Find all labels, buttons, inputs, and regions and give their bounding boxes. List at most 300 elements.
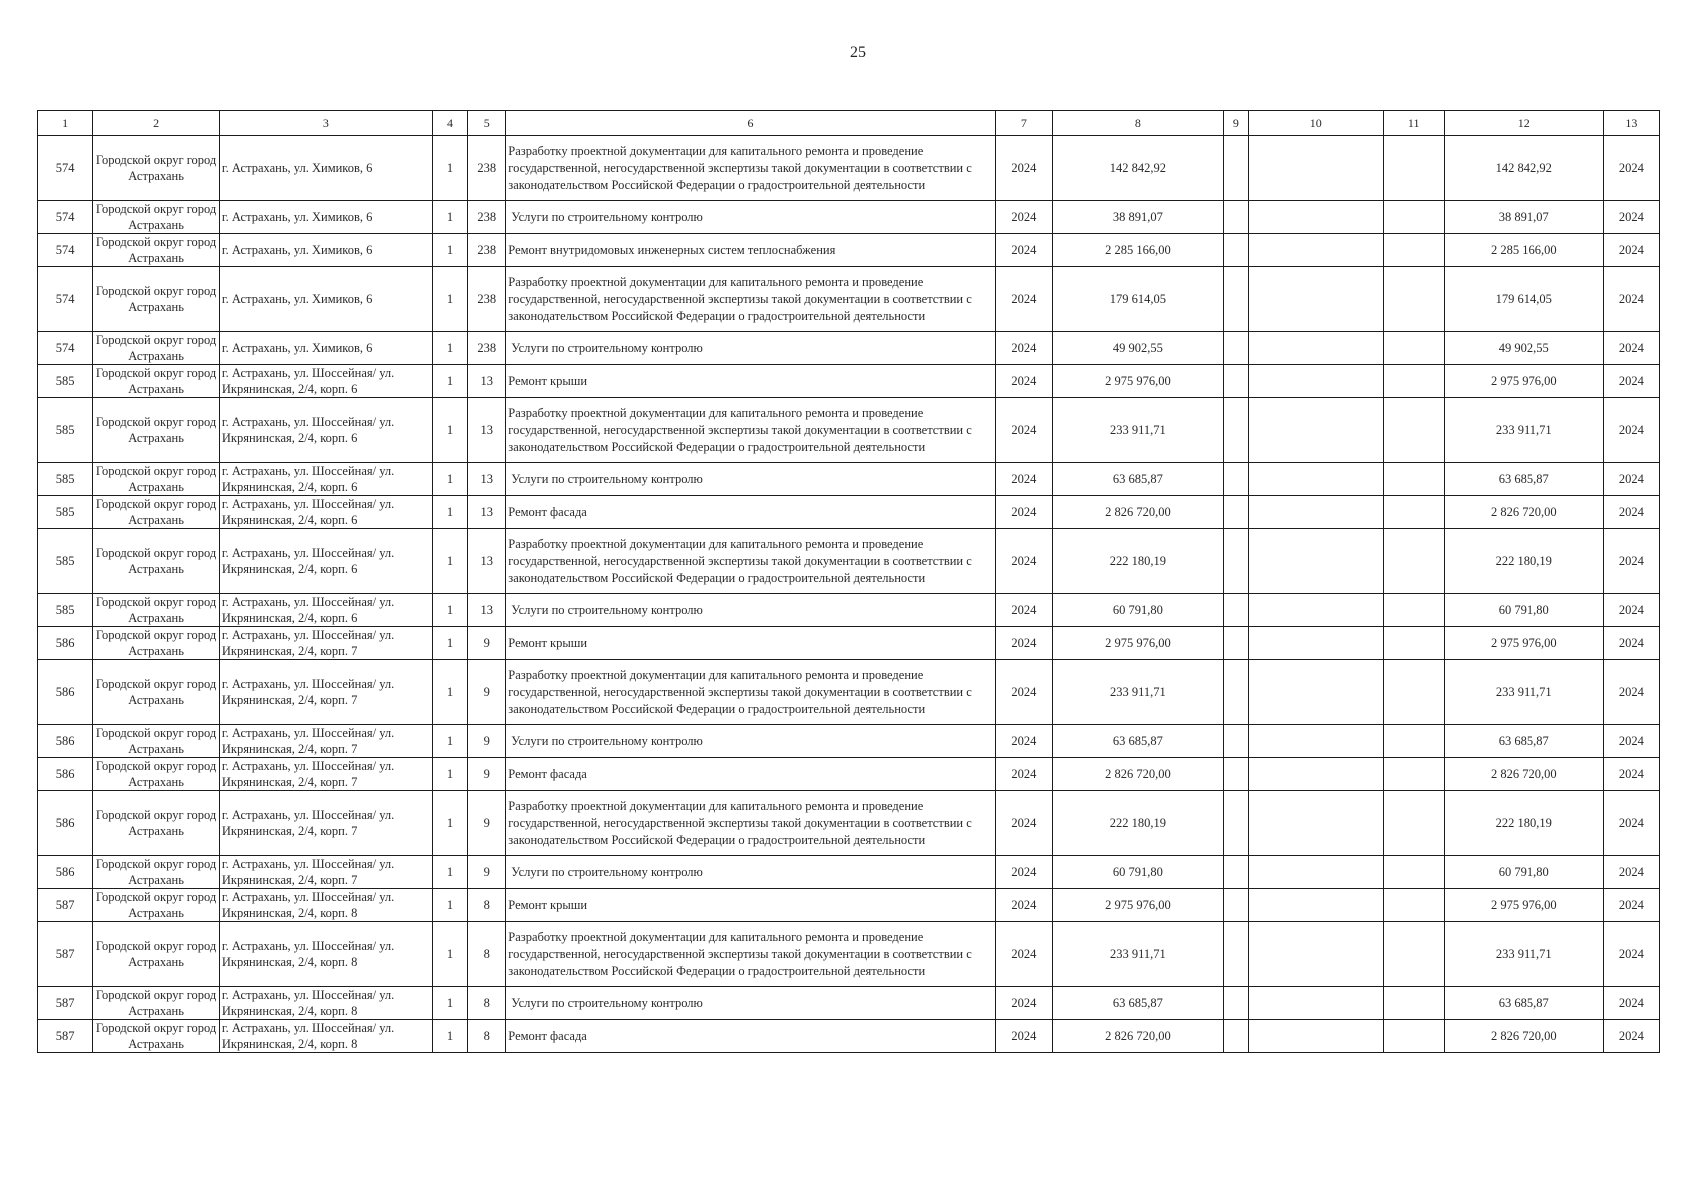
- col4-cell: 1: [432, 463, 467, 496]
- work-type-cell: Услуги по строительному контролю: [506, 856, 995, 889]
- col-header: 10: [1248, 111, 1383, 136]
- table-row: [38, 398, 1660, 463]
- completion-year-cell: 2024: [1603, 529, 1659, 594]
- col4-cell: 1: [432, 987, 467, 1020]
- col11-cell: [1383, 660, 1444, 725]
- cost-cell: 179 614,05: [1052, 267, 1223, 332]
- municipality-cell: Городской округ город Астрахань: [93, 1020, 220, 1053]
- col5-cell: 13: [468, 463, 506, 496]
- house-number-cell: 585: [38, 365, 93, 398]
- total-cost-cell: 60 791,80: [1444, 594, 1603, 627]
- table-row: [38, 234, 1660, 267]
- year-cell: 2024: [995, 267, 1052, 332]
- year-cell: 2024: [995, 627, 1052, 660]
- col9-cell: [1223, 594, 1248, 627]
- total-cost-cell: 2 285 166,00: [1444, 234, 1603, 267]
- house-number-cell: 574: [38, 201, 93, 234]
- completion-year-cell: 2024: [1603, 398, 1659, 463]
- total-cost-cell: 63 685,87: [1444, 725, 1603, 758]
- col4-cell: 1: [432, 660, 467, 725]
- col5-cell: 8: [468, 987, 506, 1020]
- house-number-cell: 585: [38, 594, 93, 627]
- house-number-cell: 586: [38, 660, 93, 725]
- col5-cell: 9: [468, 856, 506, 889]
- col5-cell: 238: [468, 234, 506, 267]
- col9-cell: [1223, 529, 1248, 594]
- col4-cell: 1: [432, 398, 467, 463]
- cost-cell: 2 975 976,00: [1052, 889, 1223, 922]
- total-cost-cell: 63 685,87: [1444, 463, 1603, 496]
- municipality-cell: Городской округ город Астрахань: [93, 332, 220, 365]
- col10-cell: [1248, 136, 1383, 201]
- col10-cell: [1248, 856, 1383, 889]
- total-cost-cell: 2 975 976,00: [1444, 365, 1603, 398]
- col9-cell: [1223, 889, 1248, 922]
- work-type-cell: Разработку проектной документации для капитального ремонта и проведение государственной, негосударственной экспертизы такой документации в соответствии с законодательством Российской Федерации о градостроительной деятельности: [506, 660, 995, 725]
- completion-year-cell: 2024: [1603, 463, 1659, 496]
- table-row: [38, 529, 1660, 594]
- col10-cell: [1248, 1020, 1383, 1053]
- total-cost-cell: 2 975 976,00: [1444, 627, 1603, 660]
- col11-cell: [1383, 627, 1444, 660]
- col10-cell: [1248, 463, 1383, 496]
- table-row: [38, 1020, 1660, 1053]
- total-cost-cell: 2 826 720,00: [1444, 496, 1603, 529]
- cost-cell: 2 826 720,00: [1052, 758, 1223, 791]
- col5-cell: 8: [468, 922, 506, 987]
- col10-cell: [1248, 594, 1383, 627]
- col9-cell: [1223, 463, 1248, 496]
- col5-cell: 13: [468, 398, 506, 463]
- col10-cell: [1248, 660, 1383, 725]
- col5-cell: 13: [468, 594, 506, 627]
- year-cell: 2024: [995, 463, 1052, 496]
- address-cell: г. Астрахань, ул. Химиков, 6: [219, 201, 432, 234]
- col9-cell: [1223, 496, 1248, 529]
- col10-cell: [1248, 332, 1383, 365]
- col4-cell: 1: [432, 627, 467, 660]
- col9-cell: [1223, 136, 1248, 201]
- col10-cell: [1248, 758, 1383, 791]
- cost-cell: 2 975 976,00: [1052, 365, 1223, 398]
- cost-cell: 233 911,71: [1052, 922, 1223, 987]
- col10-cell: [1248, 201, 1383, 234]
- table-row: [38, 627, 1660, 660]
- house-number-cell: 587: [38, 987, 93, 1020]
- table-row: [38, 725, 1660, 758]
- col9-cell: [1223, 758, 1248, 791]
- year-cell: 2024: [995, 791, 1052, 856]
- work-type-cell: Разработку проектной документации для капитального ремонта и проведение государственной, негосударственной экспертизы такой документации в соответствии с законодательством Российской Федерации о градостроительной деятельности: [506, 267, 995, 332]
- col9-cell: [1223, 987, 1248, 1020]
- work-type-cell: Разработку проектной документации для капитального ремонта и проведение государственной, негосударственной экспертизы такой документации в соответствии с законодательством Российской Федерации о градостроительной деятельности: [506, 136, 995, 201]
- col-header: 13: [1603, 111, 1659, 136]
- col10-cell: [1248, 267, 1383, 332]
- work-type-cell: Разработку проектной документации для капитального ремонта и проведение государственной, негосударственной экспертизы такой документации в соответствии с законодательством Российской Федерации о градостроительной деятельности: [506, 398, 995, 463]
- table-row: [38, 791, 1660, 856]
- municipality-cell: Городской округ город Астрахань: [93, 234, 220, 267]
- work-type-cell: Ремонт крыши: [506, 365, 995, 398]
- table-body: [38, 136, 1660, 1053]
- completion-year-cell: 2024: [1603, 234, 1659, 267]
- completion-year-cell: 2024: [1603, 201, 1659, 234]
- table-row: [38, 496, 1660, 529]
- municipality-cell: Городской округ город Астрахань: [93, 365, 220, 398]
- total-cost-cell: 49 902,55: [1444, 332, 1603, 365]
- address-cell: г. Астрахань, ул. Шоссейная/ ул. Икрянинская, 2/4, корп. 7: [219, 660, 432, 725]
- cost-cell: 60 791,80: [1052, 594, 1223, 627]
- municipality-cell: Городской округ город Астрахань: [93, 660, 220, 725]
- col-header: 1: [38, 111, 93, 136]
- municipality-cell: Городской округ город Астрахань: [93, 856, 220, 889]
- year-cell: 2024: [995, 136, 1052, 201]
- col10-cell: [1248, 987, 1383, 1020]
- house-number-cell: 587: [38, 889, 93, 922]
- col11-cell: [1383, 529, 1444, 594]
- table-row: [38, 332, 1660, 365]
- year-cell: 2024: [995, 365, 1052, 398]
- col9-cell: [1223, 201, 1248, 234]
- cost-cell: 2 285 166,00: [1052, 234, 1223, 267]
- house-number-cell: 585: [38, 398, 93, 463]
- total-cost-cell: 179 614,05: [1444, 267, 1603, 332]
- total-cost-cell: 2 826 720,00: [1444, 1020, 1603, 1053]
- col9-cell: [1223, 332, 1248, 365]
- municipality-cell: Городской округ город Астрахань: [93, 594, 220, 627]
- house-number-cell: 586: [38, 725, 93, 758]
- work-type-cell: Разработку проектной документации для капитального ремонта и проведение государственной, негосударственной экспертизы такой документации в соответствии с законодательством Российской Федерации о градостроительной деятельности: [506, 791, 995, 856]
- col11-cell: [1383, 1020, 1444, 1053]
- col4-cell: 1: [432, 365, 467, 398]
- table-row: [38, 594, 1660, 627]
- house-number-cell: 574: [38, 234, 93, 267]
- table-row: [38, 922, 1660, 987]
- municipality-cell: Городской округ город Астрахань: [93, 463, 220, 496]
- cost-cell: 233 911,71: [1052, 660, 1223, 725]
- completion-year-cell: 2024: [1603, 660, 1659, 725]
- municipality-cell: Городской округ город Астрахань: [93, 922, 220, 987]
- col4-cell: 1: [432, 332, 467, 365]
- work-type-cell: Ремонт крыши: [506, 627, 995, 660]
- municipality-cell: Городской округ город Астрахань: [93, 791, 220, 856]
- cost-cell: 63 685,87: [1052, 725, 1223, 758]
- year-cell: 2024: [995, 660, 1052, 725]
- table-row: [38, 987, 1660, 1020]
- col4-cell: 1: [432, 758, 467, 791]
- municipality-cell: Городской округ город Астрахань: [93, 267, 220, 332]
- table-row: [38, 758, 1660, 791]
- col11-cell: [1383, 365, 1444, 398]
- total-cost-cell: 2 975 976,00: [1444, 889, 1603, 922]
- col-header: 4: [432, 111, 467, 136]
- col-header: 6: [506, 111, 995, 136]
- address-cell: г. Астрахань, ул. Шоссейная/ ул. Икрянинская, 2/4, корп. 6: [219, 529, 432, 594]
- col5-cell: 13: [468, 529, 506, 594]
- table-row: [38, 463, 1660, 496]
- municipality-cell: Городской округ город Астрахань: [93, 725, 220, 758]
- col10-cell: [1248, 234, 1383, 267]
- year-cell: 2024: [995, 725, 1052, 758]
- year-cell: 2024: [995, 529, 1052, 594]
- year-cell: 2024: [995, 332, 1052, 365]
- col11-cell: [1383, 856, 1444, 889]
- col11-cell: [1383, 201, 1444, 234]
- year-cell: 2024: [995, 201, 1052, 234]
- municipality-cell: Городской округ город Астрахань: [93, 987, 220, 1020]
- house-number-cell: 585: [38, 529, 93, 594]
- year-cell: 2024: [995, 496, 1052, 529]
- col-header: 3: [219, 111, 432, 136]
- col11-cell: [1383, 332, 1444, 365]
- col10-cell: [1248, 889, 1383, 922]
- col5-cell: 8: [468, 1020, 506, 1053]
- work-type-cell: Ремонт фасада: [506, 758, 995, 791]
- house-number-cell: 586: [38, 758, 93, 791]
- municipality-cell: Городской округ город Астрахань: [93, 627, 220, 660]
- table-row: [38, 136, 1660, 201]
- year-cell: 2024: [995, 1020, 1052, 1053]
- col5-cell: 8: [468, 889, 506, 922]
- col9-cell: [1223, 627, 1248, 660]
- work-type-cell: Услуги по строительному контролю: [506, 332, 995, 365]
- address-cell: г. Астрахань, ул. Шоссейная/ ул. Икрянинская, 2/4, корп. 8: [219, 889, 432, 922]
- completion-year-cell: 2024: [1603, 332, 1659, 365]
- col10-cell: [1248, 791, 1383, 856]
- municipality-cell: Городской округ город Астрахань: [93, 889, 220, 922]
- col9-cell: [1223, 791, 1248, 856]
- header-row: [38, 111, 1660, 136]
- col4-cell: 1: [432, 234, 467, 267]
- completion-year-cell: 2024: [1603, 987, 1659, 1020]
- col-header: 8: [1052, 111, 1223, 136]
- col-header: 2: [93, 111, 220, 136]
- work-type-cell: Разработку проектной документации для капитального ремонта и проведение государственной, негосударственной экспертизы такой документации в соответствии с законодательством Российской Федерации о градостроительной деятельности: [506, 529, 995, 594]
- year-cell: 2024: [995, 889, 1052, 922]
- address-cell: г. Астрахань, ул. Шоссейная/ ул. Икрянинская, 2/4, корп. 6: [219, 496, 432, 529]
- address-cell: г. Астрахань, ул. Химиков, 6: [219, 332, 432, 365]
- cost-cell: 63 685,87: [1052, 987, 1223, 1020]
- col9-cell: [1223, 922, 1248, 987]
- total-cost-cell: 233 911,71: [1444, 922, 1603, 987]
- completion-year-cell: 2024: [1603, 758, 1659, 791]
- house-number-cell: 587: [38, 922, 93, 987]
- col4-cell: 1: [432, 1020, 467, 1053]
- col11-cell: [1383, 889, 1444, 922]
- address-cell: г. Астрахань, ул. Шоссейная/ ул. Икрянинская, 2/4, корп. 7: [219, 791, 432, 856]
- col5-cell: 238: [468, 136, 506, 201]
- address-cell: г. Астрахань, ул. Шоссейная/ ул. Икрянинская, 2/4, корп. 7: [219, 627, 432, 660]
- municipality-cell: Городской округ город Астрахань: [93, 529, 220, 594]
- table-row: [38, 201, 1660, 234]
- completion-year-cell: 2024: [1603, 856, 1659, 889]
- col5-cell: 9: [468, 660, 506, 725]
- col-header: 12: [1444, 111, 1603, 136]
- table-row: [38, 856, 1660, 889]
- col5-cell: 238: [468, 201, 506, 234]
- work-type-cell: Услуги по строительному контролю: [506, 725, 995, 758]
- col5-cell: 9: [468, 725, 506, 758]
- col5-cell: 238: [468, 267, 506, 332]
- address-cell: г. Астрахань, ул. Шоссейная/ ул. Икрянинская, 2/4, корп. 6: [219, 365, 432, 398]
- col5-cell: 9: [468, 627, 506, 660]
- col4-cell: 1: [432, 922, 467, 987]
- address-cell: г. Астрахань, ул. Шоссейная/ ул. Икрянинская, 2/4, корп. 8: [219, 1020, 432, 1053]
- completion-year-cell: 2024: [1603, 365, 1659, 398]
- cost-cell: 2 826 720,00: [1052, 496, 1223, 529]
- cost-cell: 222 180,19: [1052, 791, 1223, 856]
- municipality-cell: Городской округ город Астрахань: [93, 201, 220, 234]
- completion-year-cell: 2024: [1603, 1020, 1659, 1053]
- address-cell: г. Астрахань, ул. Шоссейная/ ул. Икрянинская, 2/4, корп. 7: [219, 725, 432, 758]
- col4-cell: 1: [432, 529, 467, 594]
- col4-cell: 1: [432, 791, 467, 856]
- table-row: [38, 267, 1660, 332]
- col-header: 9: [1223, 111, 1248, 136]
- total-cost-cell: 233 911,71: [1444, 398, 1603, 463]
- col4-cell: 1: [432, 594, 467, 627]
- cost-cell: 2 826 720,00: [1052, 1020, 1223, 1053]
- house-number-cell: 585: [38, 496, 93, 529]
- col10-cell: [1248, 398, 1383, 463]
- col-header: 5: [468, 111, 506, 136]
- year-cell: 2024: [995, 594, 1052, 627]
- col11-cell: [1383, 234, 1444, 267]
- col9-cell: [1223, 234, 1248, 267]
- cost-cell: 2 975 976,00: [1052, 627, 1223, 660]
- year-cell: 2024: [995, 987, 1052, 1020]
- cost-cell: 222 180,19: [1052, 529, 1223, 594]
- total-cost-cell: 38 891,07: [1444, 201, 1603, 234]
- total-cost-cell: 63 685,87: [1444, 987, 1603, 1020]
- col5-cell: 13: [468, 496, 506, 529]
- house-number-cell: 585: [38, 463, 93, 496]
- col11-cell: [1383, 758, 1444, 791]
- col9-cell: [1223, 660, 1248, 725]
- cost-cell: 233 911,71: [1052, 398, 1223, 463]
- col4-cell: 1: [432, 201, 467, 234]
- col10-cell: [1248, 627, 1383, 660]
- table-row: [38, 660, 1660, 725]
- address-cell: г. Астрахань, ул. Шоссейная/ ул. Икрянинская, 2/4, корп. 6: [219, 398, 432, 463]
- cost-cell: 49 902,55: [1052, 332, 1223, 365]
- completion-year-cell: 2024: [1603, 136, 1659, 201]
- completion-year-cell: 2024: [1603, 889, 1659, 922]
- house-number-cell: 586: [38, 627, 93, 660]
- house-number-cell: 574: [38, 136, 93, 201]
- total-cost-cell: 222 180,19: [1444, 791, 1603, 856]
- municipality-cell: Городской округ город Астрахань: [93, 398, 220, 463]
- year-cell: 2024: [995, 922, 1052, 987]
- completion-year-cell: 2024: [1603, 627, 1659, 660]
- registry-table: [37, 110, 1660, 1053]
- completion-year-cell: 2024: [1603, 922, 1659, 987]
- col4-cell: 1: [432, 889, 467, 922]
- municipality-cell: Городской округ город Астрахань: [93, 136, 220, 201]
- work-type-cell: Услуги по строительному контролю: [506, 594, 995, 627]
- col4-cell: 1: [432, 496, 467, 529]
- work-type-cell: Ремонт крыши: [506, 889, 995, 922]
- total-cost-cell: 142 842,92: [1444, 136, 1603, 201]
- col4-cell: 1: [432, 725, 467, 758]
- col5-cell: 238: [468, 332, 506, 365]
- cost-cell: 60 791,80: [1052, 856, 1223, 889]
- municipality-cell: Городской округ город Астрахань: [93, 496, 220, 529]
- table-row: [38, 889, 1660, 922]
- col5-cell: 13: [468, 365, 506, 398]
- col5-cell: 9: [468, 791, 506, 856]
- house-number-cell: 587: [38, 1020, 93, 1053]
- col11-cell: [1383, 136, 1444, 201]
- work-type-cell: Услуги по строительному контролю: [506, 987, 995, 1020]
- house-number-cell: 586: [38, 856, 93, 889]
- house-number-cell: 574: [38, 332, 93, 365]
- col9-cell: [1223, 1020, 1248, 1053]
- col11-cell: [1383, 398, 1444, 463]
- col9-cell: [1223, 725, 1248, 758]
- address-cell: г. Астрахань, ул. Шоссейная/ ул. Икрянинская, 2/4, корп. 8: [219, 987, 432, 1020]
- col11-cell: [1383, 922, 1444, 987]
- house-number-cell: 574: [38, 267, 93, 332]
- col11-cell: [1383, 463, 1444, 496]
- col9-cell: [1223, 267, 1248, 332]
- work-type-cell: Ремонт внутридомовых инженерных систем теплоснабжения: [506, 234, 995, 267]
- year-cell: 2024: [995, 856, 1052, 889]
- col10-cell: [1248, 529, 1383, 594]
- cost-cell: 63 685,87: [1052, 463, 1223, 496]
- col5-cell: 9: [468, 758, 506, 791]
- cost-cell: 38 891,07: [1052, 201, 1223, 234]
- address-cell: г. Астрахань, ул. Химиков, 6: [219, 136, 432, 201]
- work-type-cell: Разработку проектной документации для капитального ремонта и проведение государственной, негосударственной экспертизы такой документации в соответствии с законодательством Российской Федерации о градостроительной деятельности: [506, 922, 995, 987]
- completion-year-cell: 2024: [1603, 267, 1659, 332]
- total-cost-cell: 2 826 720,00: [1444, 758, 1603, 791]
- col4-cell: 1: [432, 136, 467, 201]
- col11-cell: [1383, 725, 1444, 758]
- completion-year-cell: 2024: [1603, 496, 1659, 529]
- col11-cell: [1383, 791, 1444, 856]
- col9-cell: [1223, 856, 1248, 889]
- address-cell: г. Астрахань, ул. Шоссейная/ ул. Икрянинская, 2/4, корп. 7: [219, 758, 432, 791]
- col-header: 11: [1383, 111, 1444, 136]
- page-number: 25: [850, 44, 866, 61]
- total-cost-cell: 60 791,80: [1444, 856, 1603, 889]
- completion-year-cell: 2024: [1603, 594, 1659, 627]
- address-cell: г. Астрахань, ул. Шоссейная/ ул. Икрянинская, 2/4, корп. 8: [219, 922, 432, 987]
- work-type-cell: Ремонт фасада: [506, 496, 995, 529]
- address-cell: г. Астрахань, ул. Химиков, 6: [219, 234, 432, 267]
- address-cell: г. Астрахань, ул. Шоссейная/ ул. Икрянинская, 2/4, корп. 6: [219, 463, 432, 496]
- col11-cell: [1383, 987, 1444, 1020]
- cost-cell: 142 842,92: [1052, 136, 1223, 201]
- col10-cell: [1248, 496, 1383, 529]
- year-cell: 2024: [995, 758, 1052, 791]
- col11-cell: [1383, 496, 1444, 529]
- work-type-cell: Ремонт фасада: [506, 1020, 995, 1053]
- col4-cell: 1: [432, 856, 467, 889]
- work-type-cell: Услуги по строительному контролю: [506, 463, 995, 496]
- municipality-cell: Городской округ город Астрахань: [93, 758, 220, 791]
- year-cell: 2024: [995, 398, 1052, 463]
- col9-cell: [1223, 398, 1248, 463]
- address-cell: г. Астрахань, ул. Шоссейная/ ул. Икрянинская, 2/4, корп. 7: [219, 856, 432, 889]
- col-header: 7: [995, 111, 1052, 136]
- col10-cell: [1248, 365, 1383, 398]
- table-row: [38, 365, 1660, 398]
- col9-cell: [1223, 365, 1248, 398]
- col11-cell: [1383, 594, 1444, 627]
- house-number-cell: 586: [38, 791, 93, 856]
- completion-year-cell: 2024: [1603, 791, 1659, 856]
